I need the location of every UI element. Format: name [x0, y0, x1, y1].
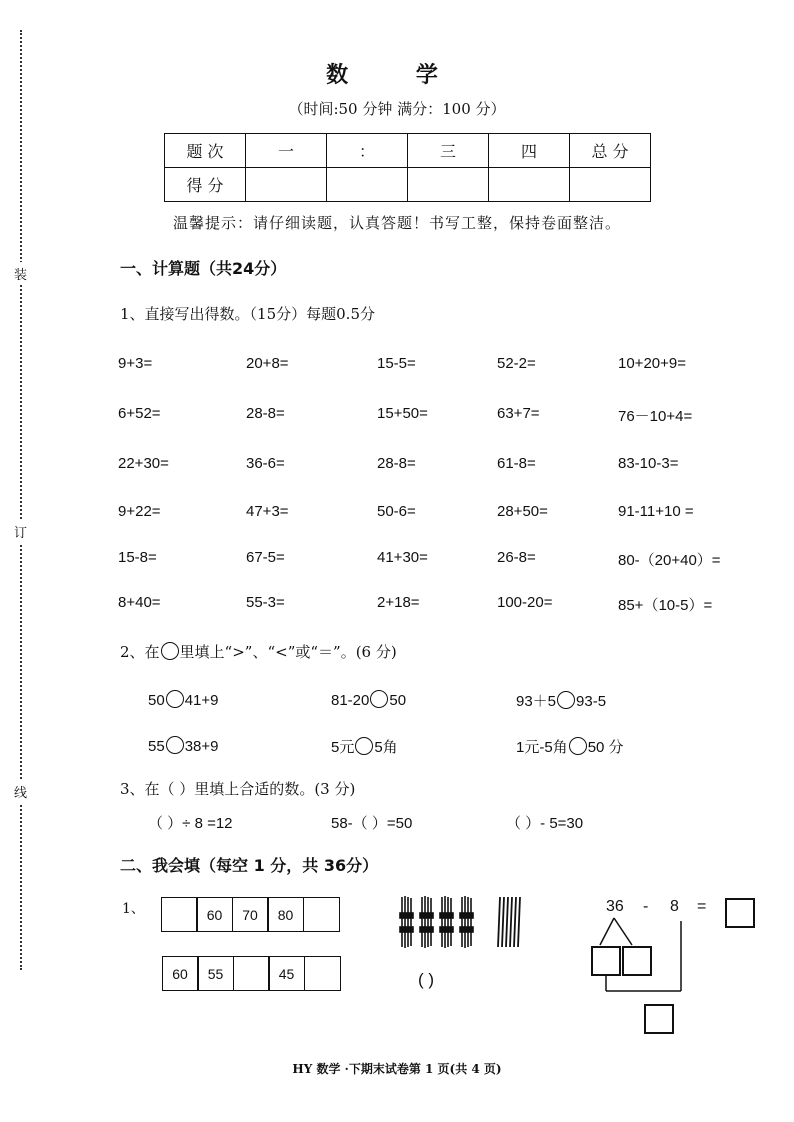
sequence-cell: 70: [232, 897, 269, 932]
score-table: [164, 133, 651, 202]
calc-problem[interactable]: 47+3=: [246, 503, 289, 520]
q2-label-part-a: 2、在: [120, 643, 160, 661]
calc-problem[interactable]: 50-6=: [377, 503, 416, 520]
compare-circle[interactable]: [569, 737, 587, 755]
calc-problem[interactable]: 10+20+9=: [618, 355, 686, 372]
sequence-cell[interactable]: [161, 897, 198, 932]
compare-item: 50 41+9: [148, 692, 219, 709]
calc-problem[interactable]: 6+52=: [118, 405, 161, 422]
calc-problem[interactable]: 20+8=: [246, 355, 289, 372]
split-box-right[interactable]: [622, 946, 652, 976]
calc-problem[interactable]: 41+30=: [377, 549, 428, 566]
sequence-cell[interactable]: [304, 956, 341, 991]
score-header-cell: 总 分: [570, 134, 651, 168]
calc-problem[interactable]: 83-10-3=: [618, 455, 679, 472]
eq-equals: =: [697, 898, 707, 915]
calc-problem[interactable]: 76－10+4=: [618, 408, 693, 425]
calc-problem[interactable]: 15-8=: [118, 549, 157, 566]
score-input-cell[interactable]: [408, 168, 489, 202]
sequence-cell[interactable]: [233, 956, 270, 991]
score-input-cell[interactable]: [246, 168, 327, 202]
split-box-left[interactable]: [591, 946, 621, 976]
margin-char-xian: 线: [14, 780, 27, 803]
compare-circle[interactable]: [355, 737, 373, 755]
score-header-cell: 四: [489, 134, 570, 168]
stick-bundles-icon: [396, 893, 526, 953]
compare-circle[interactable]: [166, 736, 184, 754]
margin-char-ding: 订: [14, 520, 27, 543]
calc-problem[interactable]: 15+50=: [377, 405, 428, 422]
score-header-cell: 题 次: [165, 134, 246, 168]
score-label-cell: 得 分: [165, 168, 246, 202]
fill-blank-item[interactable]: 58-（ ）=50: [331, 815, 413, 832]
fill-blank-item[interactable]: （ ）- 5=30: [506, 815, 584, 832]
score-header-cell: 一: [246, 134, 327, 168]
calc-problem[interactable]: 9+22=: [118, 503, 161, 520]
calc-problem[interactable]: 28-8=: [377, 455, 416, 472]
q2-label-part-b: 里填上“>”、“<”或“＝”。(6 分): [179, 643, 397, 661]
answer-box[interactable]: [725, 898, 755, 928]
sequence-cell: 60: [196, 897, 233, 932]
eq-number-a: 36: [606, 898, 624, 915]
number-sequence-b: [163, 956, 341, 991]
compare-item: 93＋5 93-5: [516, 693, 607, 710]
calc-problem[interactable]: 63+7=: [497, 405, 540, 422]
score-input-cell[interactable]: [327, 168, 408, 202]
q1-label: 1、直接写出得数。（15分）每题0.5分: [120, 305, 375, 323]
sequence-cell: 60: [162, 956, 199, 991]
calc-problem[interactable]: 100-20=: [497, 594, 553, 611]
compare-item: 1元-5角 50 分: [516, 739, 624, 756]
calc-problem[interactable]: 80-（20+40）=: [618, 552, 721, 569]
s2-q1-label: 1、: [122, 901, 145, 917]
binding-dotted-line: [20, 30, 22, 970]
margin-char-zhuang: 装: [14, 262, 27, 285]
exam-time-info: （时间:50 分钟 满分：100 分）: [288, 100, 506, 118]
calc-problem[interactable]: 15-5=: [377, 355, 416, 372]
compare-item: 81-20 50: [331, 692, 407, 709]
calc-problem[interactable]: 26-8=: [497, 549, 536, 566]
sequence-cell[interactable]: [303, 897, 340, 932]
score-input-cell[interactable]: [570, 168, 651, 202]
score-header-cell: 三: [408, 134, 489, 168]
circle-icon: [161, 642, 179, 660]
calc-problem[interactable]: 61-8=: [497, 455, 536, 472]
compare-item: 5元 5角: [331, 739, 398, 756]
section2-title: 二、我会填（每空 1 分，共 36分）: [120, 856, 379, 875]
bundle-answer-blank[interactable]: ( ): [418, 970, 435, 989]
calc-problem[interactable]: 85+（10-5）=: [618, 597, 713, 614]
page-footer: HY 数学 ·下期末试卷第 1 页(共 4 页): [292, 1062, 502, 1076]
calc-problem[interactable]: 36-6=: [246, 455, 285, 472]
calc-problem[interactable]: 9+3=: [118, 355, 153, 372]
calc-problem[interactable]: 2+18=: [377, 594, 420, 611]
score-input-cell[interactable]: [489, 168, 570, 202]
sequence-cell: 55: [197, 956, 234, 991]
eq-number-b: 8: [670, 898, 679, 915]
calc-problem[interactable]: 91-11+10 =: [618, 503, 694, 520]
sequence-cell: 45: [268, 956, 305, 991]
calc-problem[interactable]: 67-5=: [246, 549, 285, 566]
q3-label: 3、在（ ）里填上合适的数。(3 分): [120, 780, 356, 798]
eq-operator: -: [643, 898, 649, 915]
calc-problem[interactable]: 55-3=: [246, 594, 285, 611]
compare-circle[interactable]: [370, 690, 388, 708]
score-table-header-row: [165, 134, 651, 168]
score-table-score-row: [165, 168, 651, 202]
calc-problem[interactable]: 8+40=: [118, 594, 161, 611]
intermediate-result-box[interactable]: [644, 1004, 674, 1034]
compare-circle[interactable]: [166, 690, 184, 708]
compare-item: 55 38+9: [148, 738, 219, 755]
number-sequence-a: [162, 897, 340, 932]
warm-tip: 温馨提示：请仔细读题，认真答题！书写工整，保持卷面整洁。: [172, 214, 621, 232]
page-title: 数 学: [326, 63, 468, 88]
calc-problem[interactable]: 52-2=: [497, 355, 536, 372]
score-header-cell: ：: [327, 134, 408, 168]
calc-problem[interactable]: 22+30=: [118, 455, 169, 472]
sequence-cell: 80: [267, 897, 304, 932]
bundle-icon: [400, 896, 413, 948]
section1-title: 一、计算题（共24分）: [120, 259, 287, 278]
compare-circle[interactable]: [557, 691, 575, 709]
calc-problem[interactable]: 28+50=: [497, 503, 548, 520]
calc-problem[interactable]: 28-8=: [246, 405, 285, 422]
q2-label: [120, 641, 397, 662]
fill-blank-item[interactable]: （ ）÷ 8 =12: [148, 815, 233, 832]
